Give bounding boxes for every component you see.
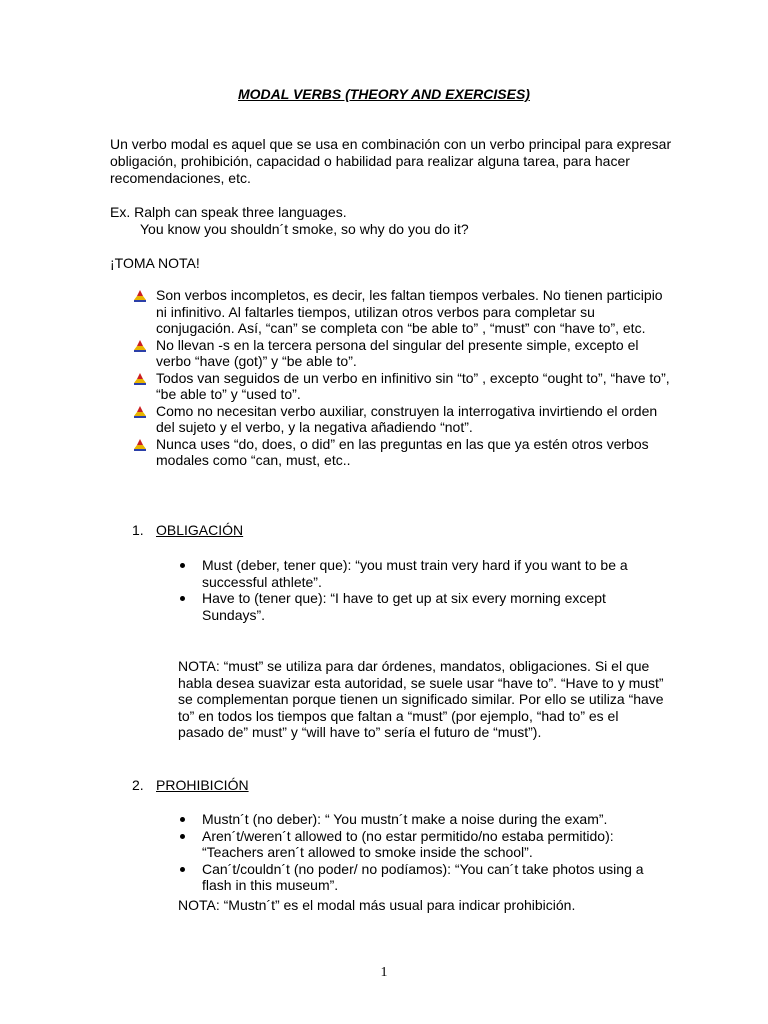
list-item <box>130 403 670 436</box>
list-item <box>130 337 670 370</box>
bullet-dot-icon <box>180 834 185 839</box>
list-item <box>178 557 668 590</box>
note-text: Nunca uses “do, does, o did” en las preguntas en las que ya estén otros verbos modales como “can, must, etc.. <box>156 435 649 468</box>
list-item <box>178 590 668 623</box>
list-item <box>130 436 670 469</box>
notes-list <box>130 287 670 469</box>
pointer-bullet-icon <box>134 406 146 418</box>
bullet-dot-icon <box>180 867 185 872</box>
item-text: Aren´t/weren´t allowed to (no estar permitido/no estaba permitido): “Teachers aren´t allowed to smoke inside the school”. <box>202 827 614 860</box>
note-text: Como no necesitan verbo auxiliar, construyen la interrogativa invirtiendo el orden del sujeto y el verbo, y la negativa añadiendo “not”. <box>156 402 658 435</box>
page-title: MODAL VERBS (THEORY AND EXERCISES) <box>238 86 530 102</box>
example-line-1: Ex. Ralph can speak three languages. <box>110 204 347 220</box>
toma-nota-heading: ¡TOMA NOTA! <box>110 255 200 271</box>
list-item <box>178 811 668 828</box>
obligacion-list <box>178 557 668 623</box>
bullet-dot-icon <box>180 563 185 568</box>
item-text: Can´t/couldn´t (no poder/ no podíamos): “You can´t take photos using a flash in this museum”. <box>202 860 644 893</box>
note-text: No llevan -s en la tercera persona del singular del presente simple, excepto el verbo “have (got)” y “be able to”. <box>156 336 639 369</box>
list-item <box>130 370 670 403</box>
note-text: Todos van seguidos de un verbo en infinitivo sin “to” , excepto “ought to”, “have to”, “be able to” y “used to”. <box>156 369 670 402</box>
prohibicion-note: NOTA: “Mustn´t” es el modal más usual para indicar prohibición. <box>178 897 576 913</box>
section-title: PROHIBICIÓN <box>156 777 249 793</box>
bullet-dot-icon <box>180 596 185 601</box>
obligacion-note: NOTA: “must” se utiliza para dar órdenes, mandatos, obligaciones. Si el que habla desea suavizar esta autoridad, se suele usar “have to”. “Have to y must” se complementan porque tienen un significado similar. Por ello se utiliza “have to” en todos los tiempos que faltan a “must” (por ejemplo, “had to” es el pasado de” must” y “will have to” sería el futuro de “must”). <box>178 658 664 740</box>
section-heading-obligacion <box>132 522 243 538</box>
bullet-dot-icon <box>180 817 185 822</box>
note-text: Son verbos incompletos, es decir, les faltan tiempos verbales. No tienen participio ni infinitivo. Al faltarles tiempos, utilizan otros verbos para completar su conjugación. Así, “can” se completa con “be able to” , “must” con “have to”, etc. <box>156 287 663 336</box>
item-text: Mustn´t (no deber): “ You mustn´t make a noise during the exam”. <box>202 811 608 827</box>
item-text: Have to (tener que): “I have to get up at six every morning except Sundays”. <box>202 590 606 623</box>
list-item <box>130 287 670 337</box>
list-item <box>178 828 668 861</box>
pointer-bullet-icon <box>134 373 146 385</box>
section-heading-prohibicion <box>132 777 249 793</box>
list-item <box>178 861 668 894</box>
item-text: Must (deber, tener que): “you must train very hard if you want to be a successful athlete”. <box>202 557 628 590</box>
pointer-bullet-icon <box>134 340 146 352</box>
page-number: 1 <box>380 965 388 980</box>
intro-paragraph: Un verbo modal es aquel que se usa en combinación con un verbo principal para expresar obligación, prohibición, capacidad o habilidad para realizar alguna tarea, para hacer recomendaciones, etc. <box>110 136 672 186</box>
section-number: 1. <box>132 522 144 538</box>
section-title: OBLIGACIÓN <box>156 522 244 538</box>
section-number: 2. <box>132 777 144 793</box>
prohibicion-list <box>178 811 668 894</box>
pointer-bullet-icon <box>134 439 146 451</box>
example-line-2: You know you shouldn´t smoke, so why do you do it? <box>140 221 469 237</box>
pointer-bullet-icon <box>134 290 146 302</box>
